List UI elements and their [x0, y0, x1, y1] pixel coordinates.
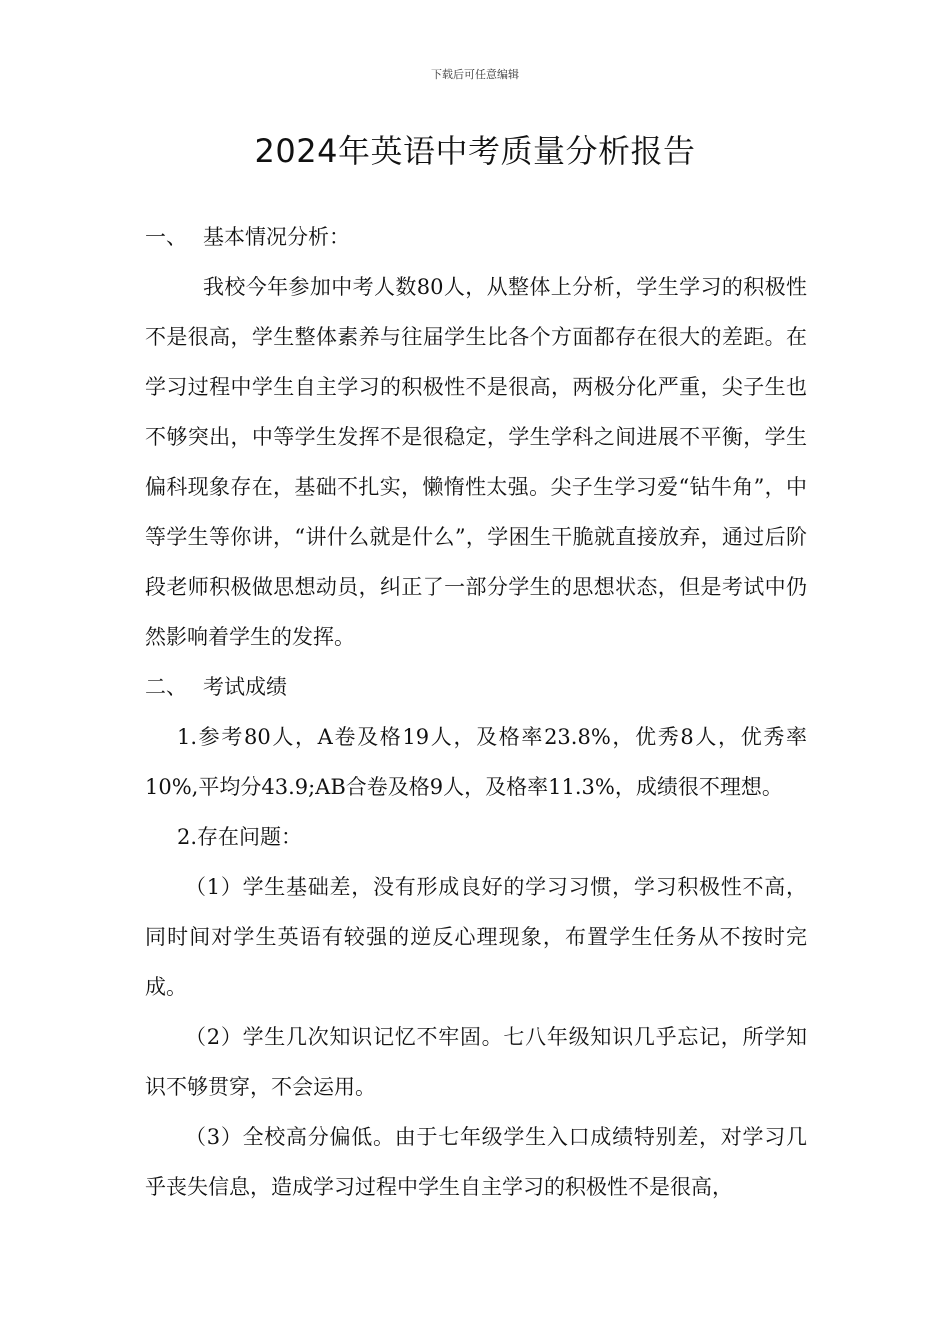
section-title-2: 考试成绩 — [203, 675, 287, 699]
section-number-1: 一、 — [145, 225, 187, 249]
section-title-1: 基本情况分析： — [203, 225, 350, 249]
section-heading-2 — [145, 662, 807, 712]
section-heading-1 — [145, 212, 807, 262]
paragraph-scores: 1.参考80人，A卷及格19人，及格率23.8%，优秀8人，优秀率10%,平均分43.9;AB合卷及格9人，及格率11.3%，成绩很不理想。 — [145, 725, 807, 799]
paragraph-problems-heading: 2.存在问题： — [177, 825, 303, 849]
section-number-2: 二、 — [145, 675, 187, 699]
header-note: 下载后可任意编辑 — [431, 68, 519, 81]
paragraph-problem-1: （1）学生基础差，没有形成良好的学习习惯，学习积极性不高，同时间对学生英语有较强的逆反心理现象，布置学生任务从不按时完成。 — [145, 875, 807, 999]
paragraph-problem-3: （3）全校高分偏低。由于七年级学生入口成绩特别差，对学习几乎丧失信息，造成学习过程中学生自主学习的积极性不是很高， — [145, 1125, 807, 1199]
paragraph-basic-situation: 我校今年参加中考人数80人，从整体上分析，学生学习的积极性不是很高，学生整体素养与往届学生比各个方面都存在很大的差距。在学习过程中学生自主学习的积极性不是很高，两极分化严重，尖子生也不够突出，中等学生发挥不是很稳定，学生学科之间进展不平衡，学生偏科现象存在，基础不扎实，懒惰性太强。尖子生学习爱“钻牛角”，中等学生等你讲，“讲什么就是什么”，学困生干脆就直接放弃，通过后阶段老师积极做思想动员，纠正了一部分学生的思想状态，但是考试中仍然影响着学生的发挥。 — [145, 275, 807, 649]
paragraph-problem-2: （2）学生几次知识记忆不牢固。七八年级知识几乎忘记，所学知识不够贯穿，不会运用。 — [145, 1025, 807, 1099]
document-title: 2024年英语中考质量分析报告 — [254, 132, 696, 170]
document-body — [145, 212, 807, 1212]
